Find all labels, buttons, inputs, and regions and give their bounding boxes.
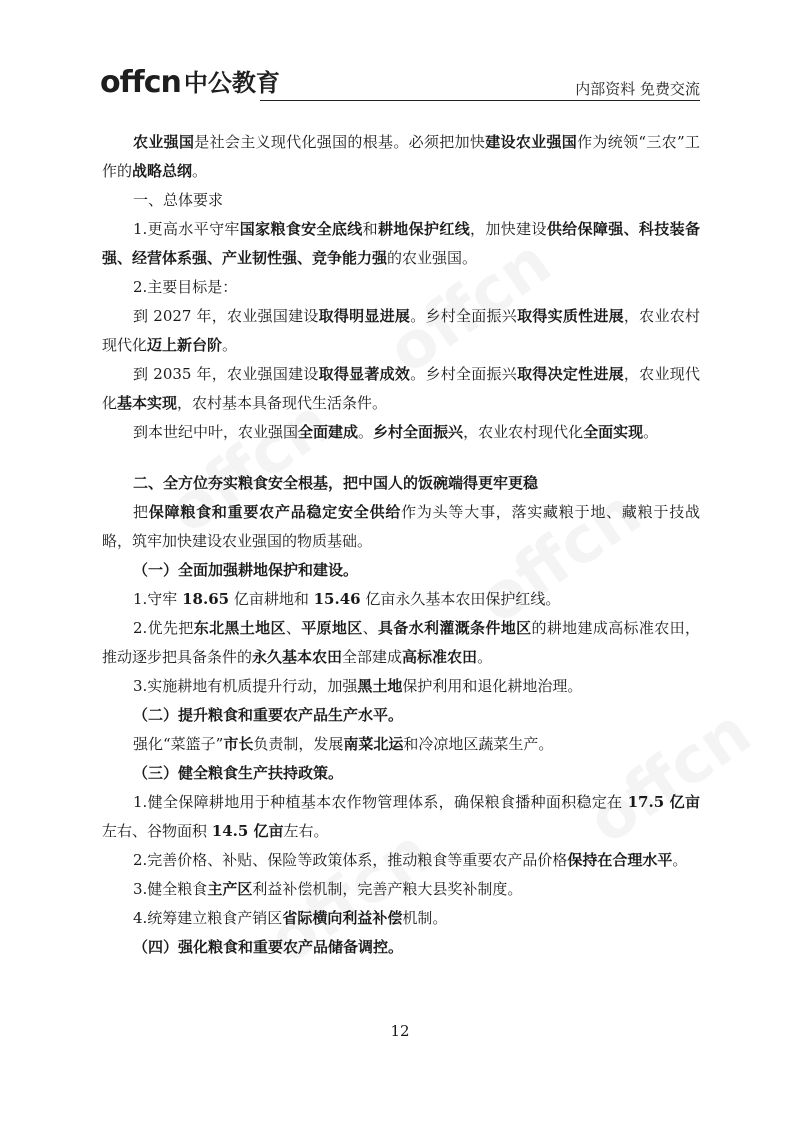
paragraph xyxy=(102,846,700,875)
paragraph xyxy=(102,302,700,360)
paragraph xyxy=(102,585,700,614)
paragraph xyxy=(102,730,700,759)
paragraph xyxy=(102,498,700,556)
bold-text: 基本实现 xyxy=(117,394,178,412)
paragraph xyxy=(102,904,700,933)
text: 3.实施耕地有机质提升行动，加强 xyxy=(133,677,358,695)
logo-latin-text: offcn xyxy=(100,65,181,100)
bold-text: 取得明显进展 xyxy=(318,307,411,325)
bold-text: 永久基本农田 xyxy=(252,648,343,666)
text: ，加快建设 xyxy=(470,220,547,238)
header-rule xyxy=(260,100,700,101)
bold-text: 国家粮食安全底线 xyxy=(239,220,363,238)
text: 一、总体要求 xyxy=(133,191,224,209)
bold-text: 18.65 xyxy=(182,590,230,608)
paragraph xyxy=(102,788,700,846)
bold-text: 供给保障强、科技装备强、经营体系强、产业韧性强、竞争能力强 xyxy=(102,220,700,267)
text: 2.主要目标是： xyxy=(133,278,238,296)
text: 。乡村全面振兴 xyxy=(410,307,518,325)
page-header xyxy=(100,62,700,106)
text: 1.健全保障耕地用于种植基本农作物管理体系，确保粮食播种面积稳定在 xyxy=(133,793,628,811)
paragraph xyxy=(102,128,700,186)
paragraph xyxy=(102,186,700,215)
bold-text: 具备水利灌溉条件地区 xyxy=(377,619,532,637)
text: 和 xyxy=(362,220,378,238)
text: 保护利用和退化耕地治理。 xyxy=(402,677,583,695)
page-number: 12 xyxy=(390,1022,410,1040)
text: 作为头等大事，落实藏粮于地、藏粮于技战略，筑牢加快建设农业强国的物质基础。 xyxy=(102,503,700,550)
bold-text: 战略总纲 xyxy=(132,162,193,180)
paragraph xyxy=(102,614,700,672)
text: 强化“菜篮子” xyxy=(133,735,224,753)
text: 负责制，发展 xyxy=(253,735,344,753)
text: 的农业强国。 xyxy=(387,249,478,267)
bold-text: 乡村全面振兴 xyxy=(373,423,464,441)
bold-text: 东北黑土地区 xyxy=(193,619,286,637)
text: 。 xyxy=(358,423,374,441)
bold-text: 省际横向利益补偿 xyxy=(282,909,403,927)
text: ，农村基本具备现代生活条件。 xyxy=(177,394,388,412)
paragraph xyxy=(102,701,700,730)
bold-text: 主产区 xyxy=(207,880,253,898)
bold-text: 取得实质性进展 xyxy=(517,307,624,325)
text: 到本世纪中叶，农业强国 xyxy=(133,423,299,441)
logo-chinese-text: 中公教育 xyxy=(183,69,280,97)
bold-text: 17.5 亿亩 xyxy=(627,793,700,811)
bold-text: 取得显著成效 xyxy=(318,365,411,383)
text: 全部建成 xyxy=(342,648,403,666)
offcn-logo xyxy=(100,64,280,98)
text: 到 2035 年，农业强国建设 xyxy=(133,365,319,383)
paragraph xyxy=(102,759,700,788)
bold-text: 高标准农田 xyxy=(402,648,478,666)
text: 到 2027 年，农业强国建设 xyxy=(133,307,319,325)
text: 是社会主义现代化强国的根基。必须把加快 xyxy=(194,133,486,151)
bold-text: 14.5 亿亩 xyxy=(211,822,284,840)
bold-text: （三）健全粮食生产扶持政策。 xyxy=(133,764,344,782)
bold-text: 市长 xyxy=(223,735,254,753)
text: 作为统领“三农”工作的 xyxy=(102,133,700,180)
text: 4.统筹建立粮食产销区 xyxy=(133,909,283,927)
text: 亿亩永久基本农田保护红线。 xyxy=(360,590,561,608)
bold-text: 建设农业强国 xyxy=(485,133,578,151)
bold-text: 保障粮食和重要农产品稳定安全供给 xyxy=(148,503,402,521)
paragraph xyxy=(102,875,700,904)
bold-text: 农业强国 xyxy=(133,133,195,151)
bold-text: 取得决定性进展 xyxy=(517,365,624,383)
bold-text: （四）强化粮食和重要农产品储备调控。 xyxy=(133,938,404,956)
bold-text: 耕地保护红线 xyxy=(377,220,471,238)
paragraph xyxy=(102,418,700,447)
bold-text: 保持在合理水平 xyxy=(567,851,673,869)
text: 利益补偿机制，完善产粮大县奖补制度。 xyxy=(252,880,523,898)
text: 2.完善价格、补贴、保险等政策体系，推动粮食等重要农产品价格 xyxy=(133,851,568,869)
bold-text: （二）提升粮食和重要农产品生产水平。 xyxy=(133,706,404,724)
text: 2.优先把 xyxy=(133,619,194,637)
bold-text: 迈上新台阶 xyxy=(147,336,223,354)
paragraph xyxy=(102,360,700,418)
paragraph xyxy=(102,469,700,498)
bold-text: 二、全方位夯实粮食安全根基，把中国人的饭碗端得更牢更稳 xyxy=(133,474,539,492)
bold-text: （一）全面加强耕地保护和建设。 xyxy=(133,561,359,579)
text: 、 xyxy=(362,619,378,637)
text: 左右。 xyxy=(283,822,329,840)
text: 1.守牢 xyxy=(133,590,183,608)
text: 。 xyxy=(192,162,208,180)
text: 和冷凉地区蔬菜生产。 xyxy=(403,735,554,753)
bold-text: 南菜北运 xyxy=(343,735,404,753)
text: ，农业农村现代化 xyxy=(102,307,700,354)
bold-text: 15.46 xyxy=(313,590,361,608)
text: 左右、谷物面积 xyxy=(102,822,212,840)
bold-text: 全面建成 xyxy=(298,423,359,441)
text: 。 xyxy=(222,336,238,354)
paragraph xyxy=(102,933,700,962)
text: 。 xyxy=(477,648,493,666)
text: 把 xyxy=(133,503,149,521)
text: ，农业农村现代化 xyxy=(463,423,584,441)
text: 的耕地建成高标准农田，推动逐步把具备条件的 xyxy=(102,619,700,666)
paragraph xyxy=(102,273,700,302)
paragraph xyxy=(102,215,700,273)
header-tagline: 内部资料 免费交流 xyxy=(575,80,700,98)
text: 。乡村全面振兴 xyxy=(410,365,518,383)
text: 。 xyxy=(672,851,688,869)
text: 。 xyxy=(643,423,659,441)
text: 3.健全粮食 xyxy=(133,880,208,898)
paragraph xyxy=(102,672,700,701)
text: 、 xyxy=(285,619,302,637)
text: 亿亩耕地和 xyxy=(229,590,314,608)
bold-text: 全面实现 xyxy=(583,423,644,441)
text: ，农业现代化 xyxy=(102,365,700,412)
bold-text: 平原地区 xyxy=(301,619,363,637)
paragraph xyxy=(102,556,700,585)
bold-text: 黑土地 xyxy=(357,677,403,695)
text: 机制。 xyxy=(402,909,448,927)
document-body xyxy=(102,128,700,962)
text: 1.更高水平守牢 xyxy=(133,220,240,238)
